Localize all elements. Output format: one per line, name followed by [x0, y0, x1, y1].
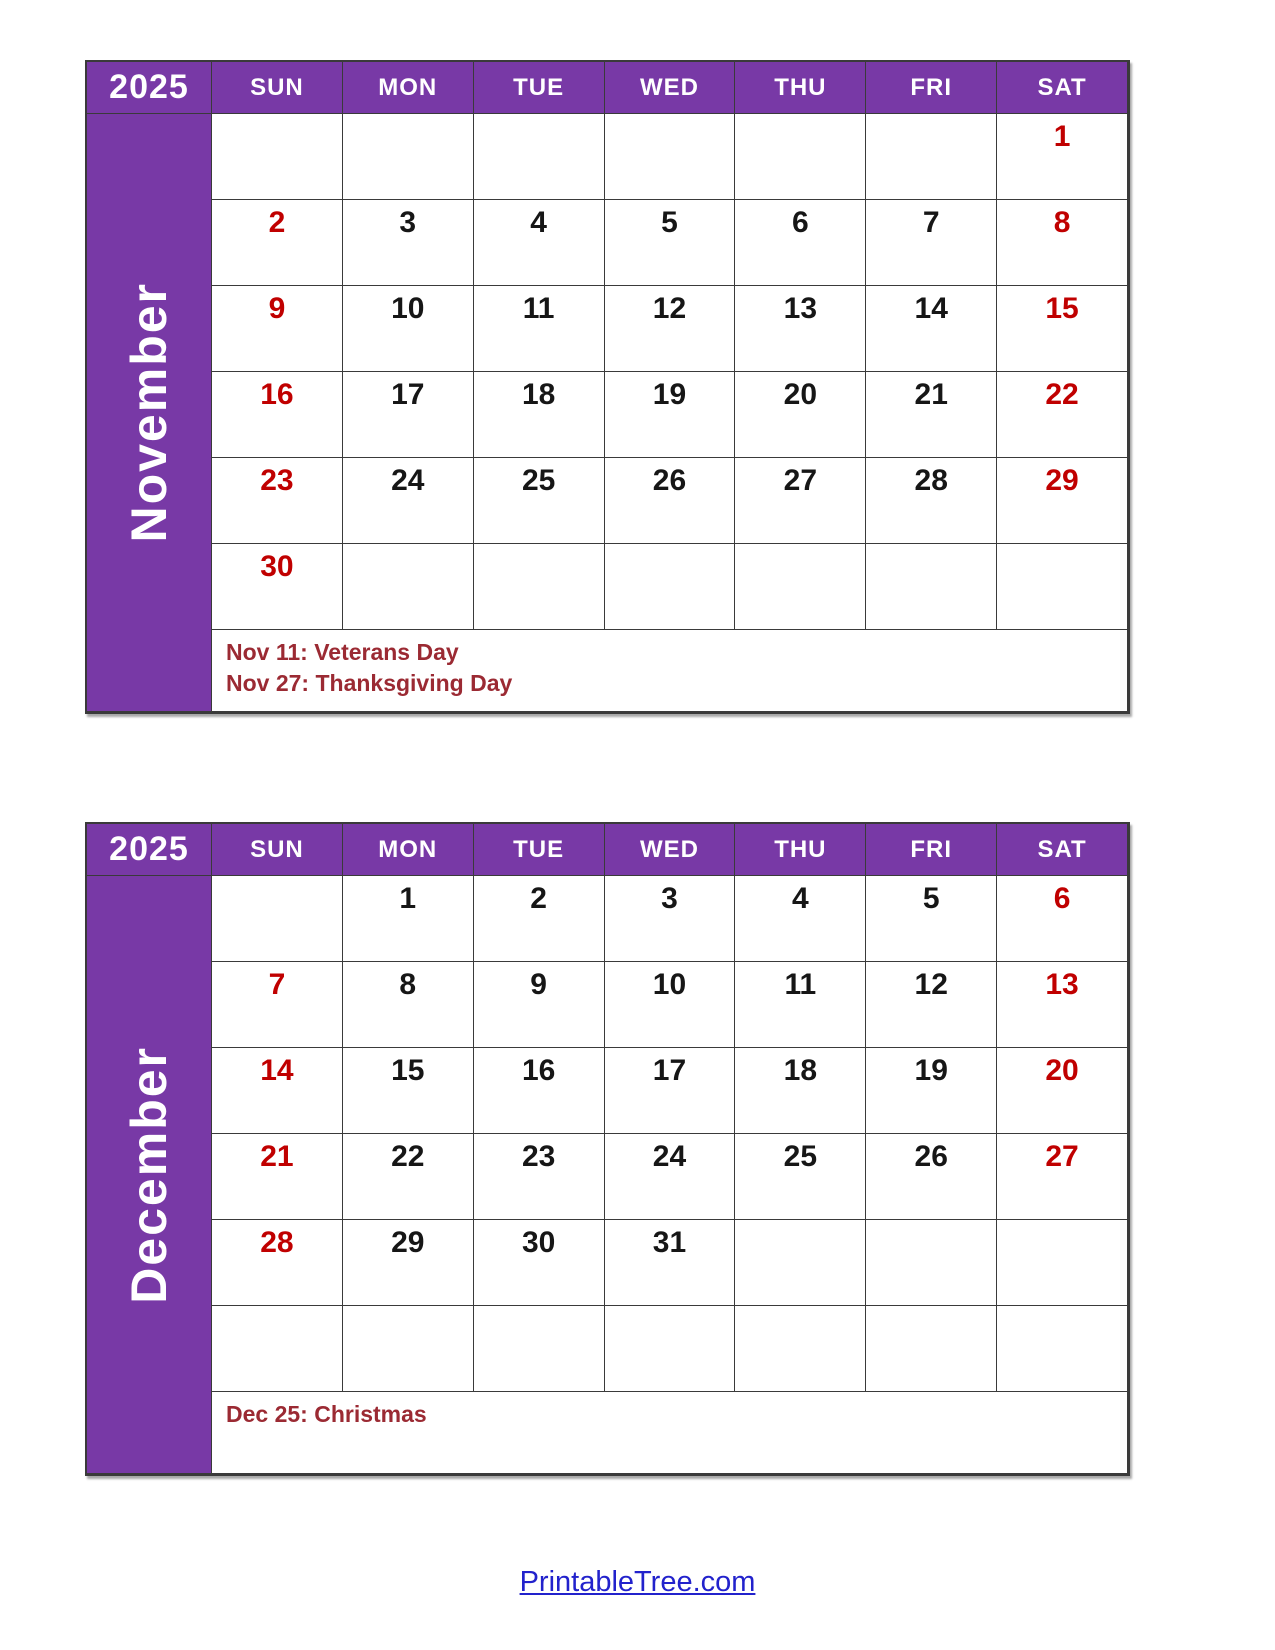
date-cell [997, 458, 1128, 544]
date-cell [605, 286, 736, 372]
date-cell [997, 1048, 1128, 1134]
holiday-list [212, 630, 1128, 712]
month-sidebar [87, 114, 212, 712]
date-number: 12 [914, 968, 948, 1001]
date-cell [866, 200, 997, 286]
date-cell [866, 1134, 997, 1220]
date-cell [997, 1220, 1128, 1306]
date-number: 15 [391, 1054, 425, 1087]
weekday-header-tue: TUE [474, 62, 605, 114]
date-cell [605, 114, 736, 200]
date-cell [212, 1306, 343, 1392]
date-cell [343, 458, 474, 544]
date-number: 18 [783, 1054, 818, 1087]
weekday-header-sun: SUN [212, 824, 343, 876]
november-calendar [85, 60, 1130, 714]
date-cell [735, 544, 866, 630]
year-label: 2025 [87, 62, 212, 114]
date-number: 11 [522, 292, 555, 325]
date-number: 29 [391, 1226, 425, 1259]
date-number: 25 [521, 464, 556, 497]
date-number: 8 [399, 968, 417, 1001]
date-number: 10 [391, 292, 425, 325]
holiday-entry: Dec 25: Christmas [226, 1401, 427, 1427]
date-cell [474, 1220, 605, 1306]
date-cell [474, 1306, 605, 1392]
date-cell [866, 962, 997, 1048]
date-number: 17 [391, 378, 425, 411]
date-cell [212, 962, 343, 1048]
weekday-header-sat: SAT [997, 824, 1128, 876]
weekday-header-thu: THU [735, 824, 866, 876]
weekday-header-fri: FRI [866, 62, 997, 114]
date-number: 30 [260, 550, 294, 583]
date-cell [866, 458, 997, 544]
date-cell [343, 1220, 474, 1306]
date-cell [605, 1306, 736, 1392]
date-number: 3 [661, 882, 678, 915]
date-number: 9 [268, 292, 286, 325]
date-number: 5 [922, 882, 940, 915]
date-number: 11 [784, 968, 817, 1001]
date-number: 23 [260, 464, 294, 497]
date-cell [866, 876, 997, 962]
date-number: 21 [260, 1140, 294, 1173]
date-cell [343, 200, 474, 286]
date-number: 22 [1045, 378, 1079, 411]
date-cell [605, 458, 736, 544]
date-cell [735, 1134, 866, 1220]
date-cell [866, 1306, 997, 1392]
month-label: December [121, 1045, 177, 1304]
date-number: 16 [260, 378, 294, 411]
printabletree-link[interactable]: PrintableTree.com [519, 1566, 756, 1598]
date-cell [212, 114, 343, 200]
date-cell [605, 876, 736, 962]
date-number: 25 [783, 1140, 818, 1173]
date-cell [997, 200, 1128, 286]
weekday-header-mon: MON [343, 824, 474, 876]
date-number: 21 [914, 378, 948, 411]
weekday-header-fri: FRI [866, 824, 997, 876]
date-cell [605, 1134, 736, 1220]
date-number: 28 [914, 464, 948, 497]
holiday-entry: Nov 27: Thanksgiving Day [226, 670, 513, 697]
date-number: 14 [914, 292, 948, 325]
date-cell [343, 544, 474, 630]
month-label: November [121, 282, 177, 543]
date-cell [997, 876, 1128, 962]
date-cell [474, 544, 605, 630]
date-number: 2 [530, 882, 547, 915]
date-number: 13 [1045, 968, 1079, 1001]
date-cell [866, 114, 997, 200]
month-sidebar [87, 876, 212, 1474]
date-cell [212, 286, 343, 372]
date-number: 23 [521, 1140, 556, 1173]
date-cell [343, 372, 474, 458]
date-number: 10 [652, 968, 687, 1001]
date-cell [212, 1220, 343, 1306]
date-cell [997, 1306, 1128, 1392]
date-number: 7 [922, 206, 940, 239]
date-number: 24 [652, 1140, 687, 1173]
date-cell [866, 286, 997, 372]
date-cell [735, 372, 866, 458]
date-cell [735, 458, 866, 544]
december-calendar [85, 822, 1130, 1476]
date-number: 26 [652, 464, 687, 497]
weekday-header-wed: WED [605, 824, 736, 876]
date-number: 28 [260, 1226, 294, 1259]
holiday-entry: Nov 11: Veterans Day [226, 639, 459, 665]
weekday-header-mon: MON [343, 62, 474, 114]
date-cell [212, 876, 343, 962]
date-cell [735, 1048, 866, 1134]
date-cell [343, 876, 474, 962]
date-cell [997, 544, 1128, 630]
date-cell [735, 286, 866, 372]
date-cell [866, 1220, 997, 1306]
footer [0, 1566, 1275, 1599]
date-cell [735, 876, 866, 962]
date-number: 4 [792, 882, 809, 915]
date-cell [605, 200, 736, 286]
date-cell [605, 544, 736, 630]
date-cell [997, 372, 1128, 458]
date-number: 15 [1045, 292, 1079, 325]
date-cell [343, 286, 474, 372]
date-cell [212, 372, 343, 458]
date-cell [474, 1048, 605, 1134]
date-number: 17 [652, 1054, 687, 1087]
date-cell [474, 876, 605, 962]
date-cell [474, 286, 605, 372]
date-cell [735, 1306, 866, 1392]
date-cell [474, 1134, 605, 1220]
date-cell [474, 962, 605, 1048]
date-number: 22 [391, 1140, 425, 1173]
date-cell [735, 200, 866, 286]
date-number: 3 [399, 206, 417, 239]
date-number: 16 [521, 1054, 556, 1087]
date-cell [212, 458, 343, 544]
holiday-list [212, 1392, 1128, 1474]
date-cell [343, 114, 474, 200]
date-cell [735, 114, 866, 200]
date-number: 8 [1053, 206, 1071, 239]
date-number: 20 [1045, 1054, 1079, 1087]
date-cell [212, 1134, 343, 1220]
date-cell [997, 1134, 1128, 1220]
date-number: 27 [783, 464, 818, 497]
date-cell [343, 1306, 474, 1392]
date-number: 12 [652, 292, 687, 325]
date-cell [605, 372, 736, 458]
date-number: 20 [783, 378, 818, 411]
date-number: 24 [391, 464, 425, 497]
date-cell [605, 962, 736, 1048]
date-cell [212, 544, 343, 630]
weekday-header-sat: SAT [997, 62, 1128, 114]
date-number: 6 [1053, 882, 1071, 915]
date-cell [997, 286, 1128, 372]
date-number: 6 [792, 206, 809, 239]
date-number: 2 [268, 206, 286, 239]
date-number: 26 [914, 1140, 948, 1173]
date-number: 30 [521, 1226, 556, 1259]
date-number: 29 [1045, 464, 1079, 497]
date-cell [474, 114, 605, 200]
date-number: 9 [530, 968, 547, 1001]
date-cell [212, 200, 343, 286]
date-number: 27 [1045, 1140, 1079, 1173]
date-number: 7 [268, 968, 286, 1001]
date-number: 1 [399, 882, 417, 915]
date-cell [866, 1048, 997, 1134]
date-cell [866, 372, 997, 458]
date-number: 19 [914, 1054, 948, 1087]
date-cell [212, 1048, 343, 1134]
date-number: 5 [661, 206, 678, 239]
date-cell [474, 458, 605, 544]
date-cell [474, 200, 605, 286]
weekday-header-tue: TUE [474, 824, 605, 876]
date-cell [997, 962, 1128, 1048]
weekday-header-wed: WED [605, 62, 736, 114]
weekday-header-sun: SUN [212, 62, 343, 114]
date-cell [343, 1048, 474, 1134]
date-cell [605, 1048, 736, 1134]
date-number: 14 [260, 1054, 294, 1087]
date-cell [474, 372, 605, 458]
date-number: 4 [530, 206, 547, 239]
year-label: 2025 [87, 824, 212, 876]
weekday-header-thu: THU [735, 62, 866, 114]
date-cell [735, 962, 866, 1048]
date-number: 1 [1053, 120, 1071, 153]
date-number: 31 [652, 1226, 687, 1259]
date-cell [605, 1220, 736, 1306]
date-number: 19 [652, 378, 687, 411]
date-cell [343, 1134, 474, 1220]
date-number: 18 [521, 378, 556, 411]
date-cell [735, 1220, 866, 1306]
date-number: 13 [783, 292, 818, 325]
date-cell [997, 114, 1128, 200]
date-cell [343, 962, 474, 1048]
date-cell [866, 544, 997, 630]
